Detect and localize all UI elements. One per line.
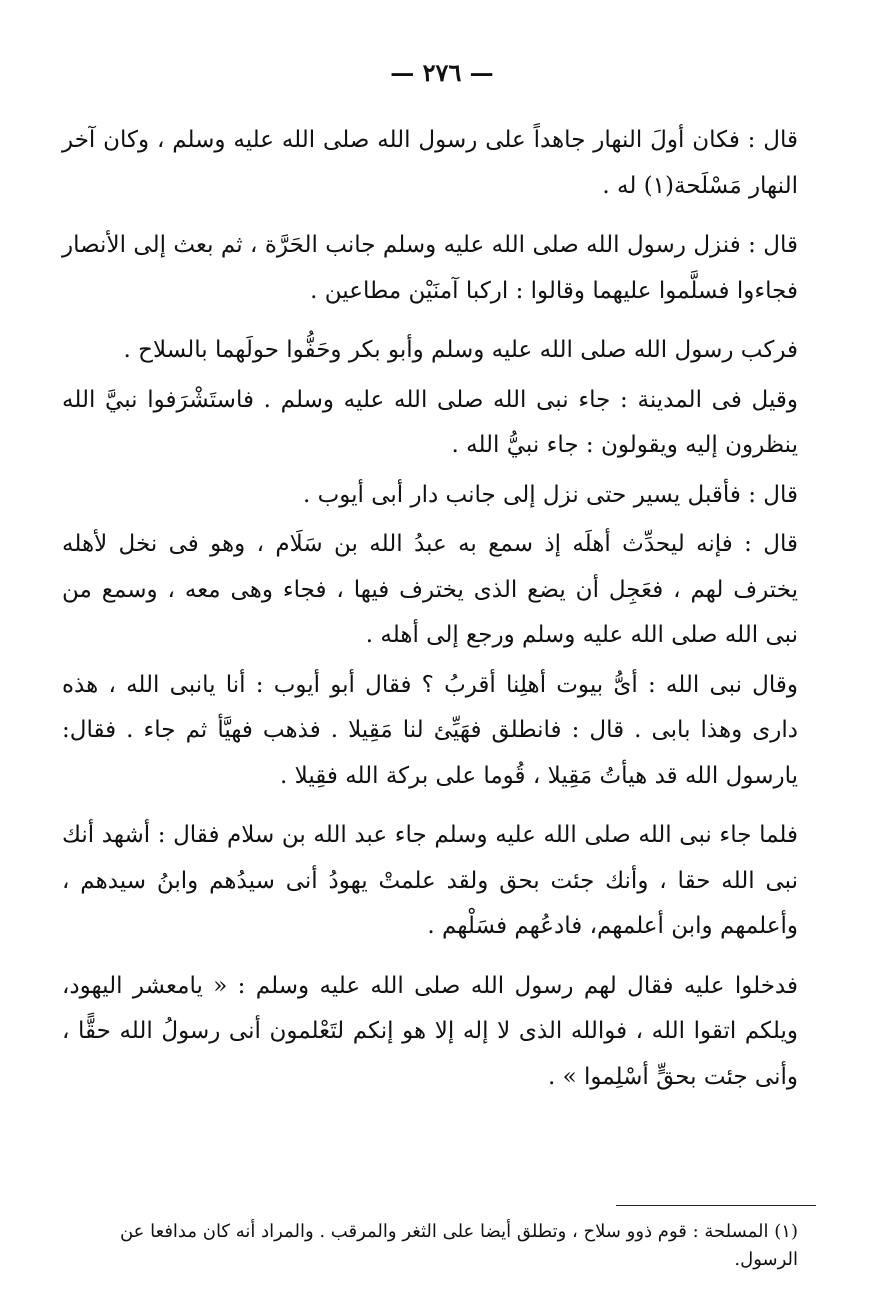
page-number: — ٢٧٦ — [390,58,494,87]
paragraph: قال : فنزل رسول الله صلى الله عليه وسلم جانب الحَرَّة ، ثم بعث إلى الأنصار فجاءوا فسلَّموا عليهما وقالوا : اركبا آمنَيْن مطاعين . [62,232,798,304]
paragraph: وقيل فى المدينة : جاء نبى الله صلى الله عليه وسلم . فاستَشْرَفوا نبيَّ الله ينظرون إليه ويقولون : جاء نبيُّ الله . [62,386,798,458]
body-text [62,118,798,1114]
paragraph: وقال نبى الله : أىُّ بيوت أهلِنا أقربُ ؟ فقال أبو أيوب : أنا يانبى الله ، هذه دارى وهذا بابى . قال : فانطلق فهَيِّئ لنا مَقِيلا . فذهب فهيَّأ ثم جاء . فقال: يارسول الله قد هيأتُ مَقِيلا ، قُوما على بركة الله فقِيلا . [62,671,798,789]
paragraph: فلما جاء نبى الله صلى الله عليه وسلم جاء عبد الله بن سلام فقال : أشهد أنك نبى الله حقا ، وأنك جئت بحق ولقد علمتْ يهودُ أنى سيدُهم وابنُ سيدهم ، وأعلمهم وابن أعلمهم، فادعُهم فسَلْهم . [62,822,798,939]
paragraph: قال : فإنه ليحدِّث أهلَه إذ سمع به عبدُ الله بن سَلَام ، وهو فى نخل لأهله يخترف لهم ، فعَجِل أن يضع الذى يخترف فيها ، فجاء وهى معه ، وسمع من نبى الله صلى الله عليه وسلم ورجع إلى أهله . [62,531,798,648]
footnote-divider [616,1205,816,1206]
paragraph: فركب رسول الله صلى الله عليه وسلم وأبو بكر وحَفُّوا حولَهما بالسلاح . [123,337,798,363]
footnote: (١) المسلحة : قوم ذوو سلاح ، وتطلق أيضا على الثغر والمرقب . والمراد أنه كان مدافعا عن الرسول. [119,1221,798,1270]
paragraph: قال : فكان أولَ النهار جاهداً على رسول الله صلى الله عليه وسلم ، وكان آخر النهار مَسْلَحة(١) له . [62,127,798,199]
paragraph: فدخلوا عليه فقال لهم رسول الله صلى الله عليه وسلم : « يامعشر اليهود، ويلكم اتقوا الله ، فوالله الذى لا إله إلا هو إنكم لتَعْلمون أنى رسولُ الله حقًّا ، وأنى جئت بحقٍّ أسْلِموا » . [62,972,798,1090]
paragraph: قال : فأقبل يسير حتى نزل إلى جانب دار أبى أيوب . [302,481,798,508]
